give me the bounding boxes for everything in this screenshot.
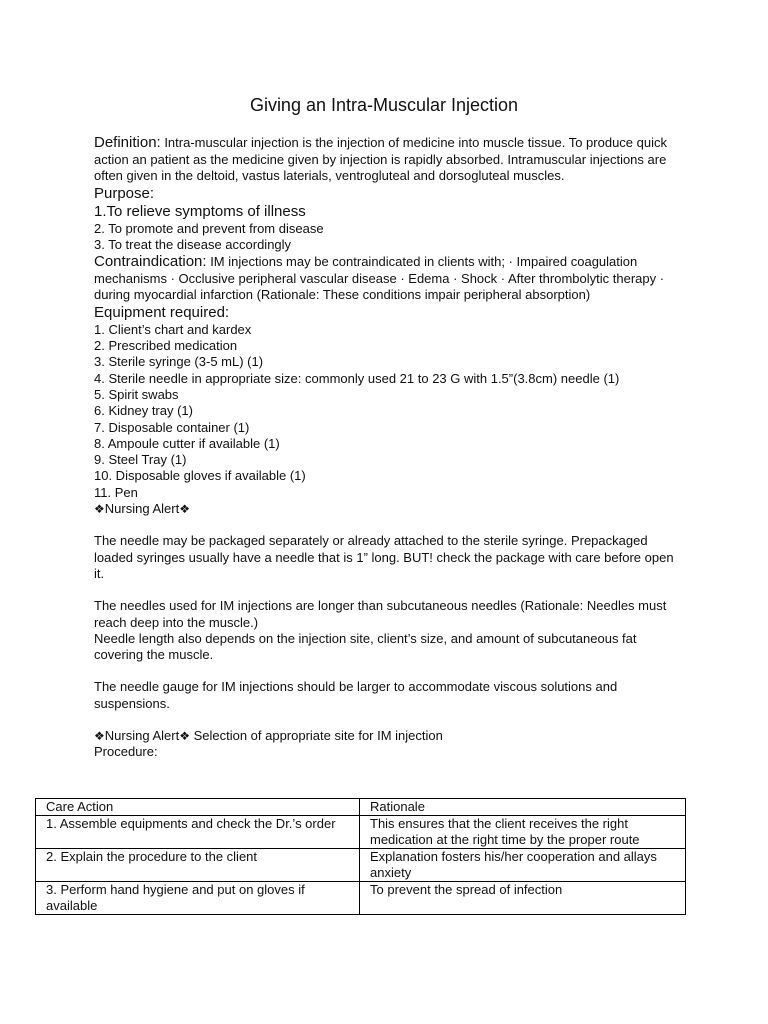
paragraph-gap (94, 582, 684, 598)
equipment-item: 11. Pen (94, 484, 138, 500)
equipment-item: 1. Client’s chart and kardex (94, 321, 252, 337)
diamond-icon: ❖ (179, 729, 190, 744)
document-body (94, 134, 684, 761)
paragraph-gap (94, 663, 684, 679)
definition-label: Definition: (94, 134, 161, 151)
contraindication-label: Contraindication: (94, 253, 207, 271)
nursing-alert-label: Nursing Alert (104, 728, 180, 744)
table-row (36, 882, 686, 915)
site-selection-alert (94, 728, 684, 744)
diamond-icon: ❖ (94, 502, 105, 517)
equipment-heading: Equipment required: (94, 303, 230, 321)
rationale-cell: This ensures that the client receives the right medication at the right time by the proper route (360, 816, 686, 849)
definition-paragraph (94, 134, 684, 185)
rationale-cell: Explanation fosters his/her cooperation and allays anxiety (360, 849, 686, 882)
diamond-icon: ❖ (94, 729, 105, 744)
equipment-item: 6. Kidney tray (1) (94, 403, 193, 419)
table-row (36, 849, 686, 882)
table-row (36, 816, 686, 849)
purpose-heading: Purpose: (94, 184, 155, 202)
equipment-item: 5. Spirit swabs (94, 386, 179, 402)
nursing-alert-paragraph: The needle may be packaged separately or already attached to the sterile syringe. Prepackaged loaded syringes usually have a needle that is 1” long. BUT! check the package with care before open it. (94, 533, 674, 581)
purpose-item: 2. To promote and prevent from disease (94, 220, 324, 236)
column-header-rationale: Rationale (360, 799, 686, 816)
equipment-item: 7. Disposable container (1) (94, 419, 250, 435)
site-selection-text: Selection of appropriate site for IM injection (189, 728, 443, 744)
contraindication-paragraph (94, 253, 684, 304)
table-header-row (36, 799, 686, 816)
equipment-item: 8. Ampoule cutter if available (1) (94, 435, 280, 451)
equipment-item: 9. Steel Tray (1) (94, 452, 187, 468)
diamond-icon: ❖ (179, 502, 190, 517)
equipment-item: 2. Prescribed medication (94, 338, 238, 354)
nursing-alert-heading (94, 501, 684, 517)
equipment-item: 3. Sterile syringe (3-5 mL) (1) (94, 354, 264, 370)
paragraph-gap (94, 517, 684, 533)
page-title: Giving an Intra-Muscular Injection (249, 95, 519, 115)
equipment-item: 4. Sterile needle in appropriate size: commonly used 21 to 23 G with 1.5”(3.8cm) needle (1) (94, 370, 620, 386)
purpose-item: 3. To treat the disease accordingly (94, 236, 292, 252)
column-header-care-action: Care Action (36, 799, 360, 816)
purpose-item: 1.To relieve symptoms of illness (94, 202, 306, 220)
nursing-alert-label: Nursing Alert (104, 501, 180, 517)
nursing-alert-paragraph: The needles used for IM injections are longer than subcutaneous needles (Rationale: Needles must reach deep into the muscle.) (94, 598, 667, 630)
rationale-cell: To prevent the spread of infection (360, 882, 686, 915)
definition-text: Intra-muscular injection is the injection of medicine into muscle tissue. To produce quick action an patient as the medicine given by injection is rapidly absorbed. Intramuscular injections are often given in the deltoid, vastus laterials, ventrogluteal and dorsogluteal muscles. (94, 135, 667, 184)
nursing-alert-paragraph: The needle gauge for IM injections should be larger to accommodate viscous solutions and suspensions. (94, 679, 618, 711)
contraindication-text: IM injections may be contraindicated in clients with; · Impaired coagulation mechanisms · Occlusive peripheral vascular disease · Edema · Shock · After thrombolytic therapy · during myocardial infarction (Rationale: These conditions impair peripheral absorption) (94, 254, 665, 303)
procedure-heading: Procedure: (94, 744, 158, 760)
care-action-cell: 1. Assemble equipments and check the Dr.’s order (36, 816, 360, 849)
procedure-table (35, 798, 686, 915)
care-action-cell: 2. Explain the procedure to the client (36, 849, 360, 882)
paragraph-gap (94, 712, 684, 728)
equipment-item: 10. Disposable gloves if available (1) (94, 468, 306, 484)
nursing-alert-paragraph: Needle length also depends on the injection site, client’s size, and amount of subcutaneous fat covering the muscle. (94, 630, 637, 663)
care-action-cell: 3. Perform hand hygiene and put on gloves if available (36, 882, 360, 915)
